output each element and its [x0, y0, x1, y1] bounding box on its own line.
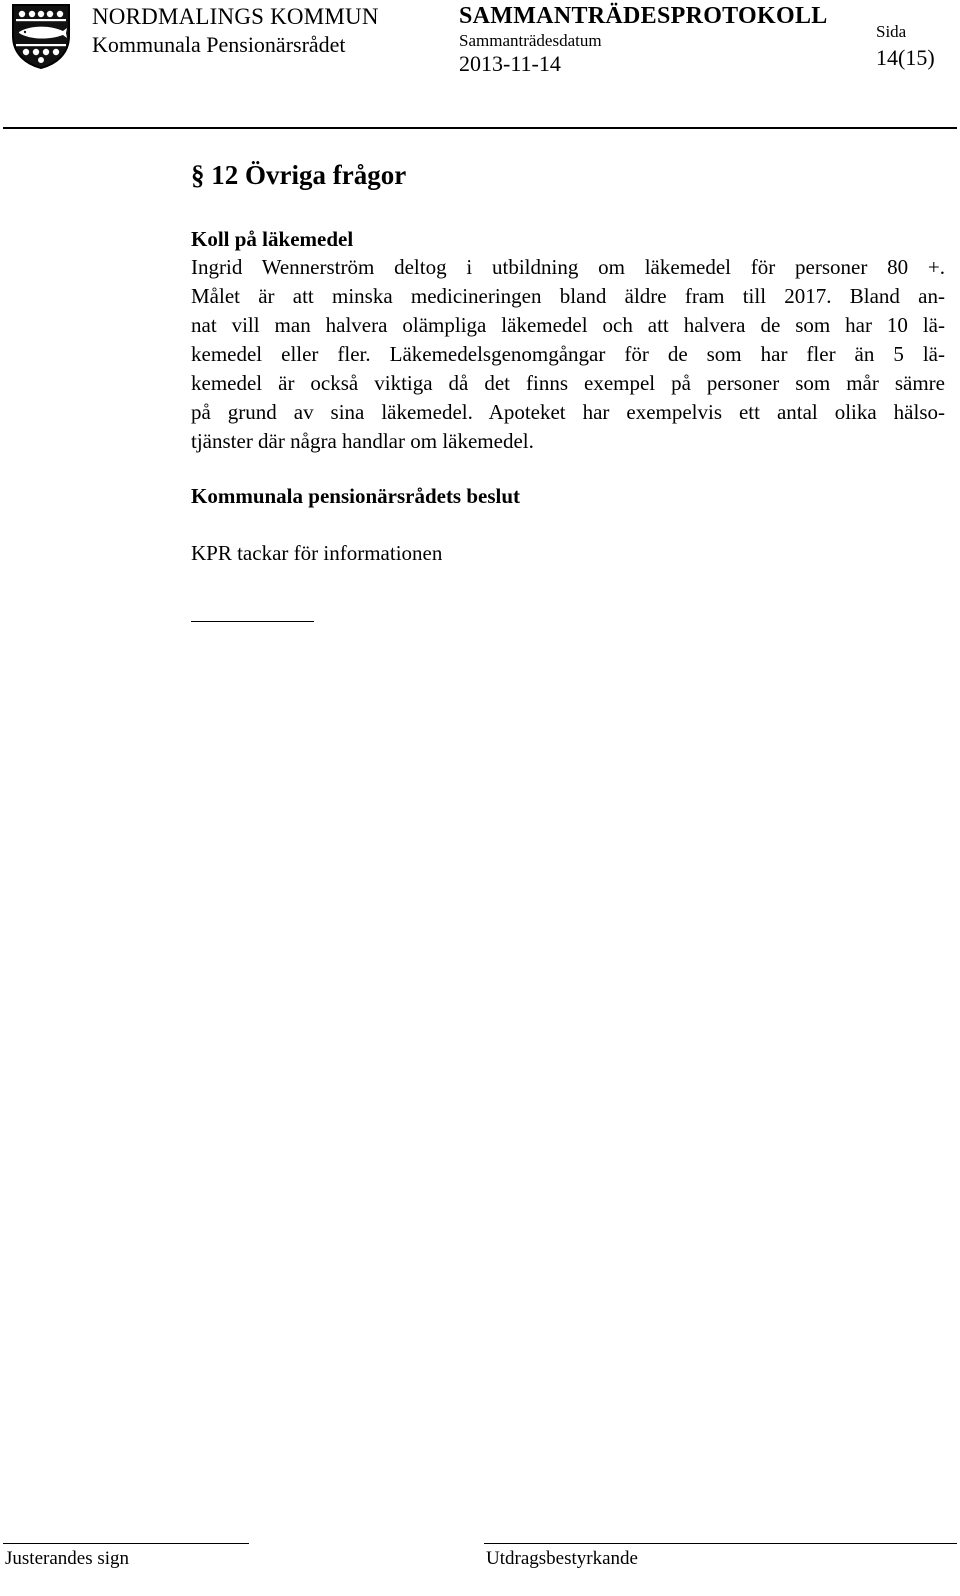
page-label: Sida — [876, 22, 907, 41]
section-end-line — [191, 621, 314, 622]
paragraph-line: Ingrid Wennerström deltog i utbildning om läkemedel för personer 80 +. — [191, 255, 945, 279]
department-name: Kommunala Pensionärsrådet — [92, 32, 346, 57]
document-type: SAMMANTRÄDESPROTOKOLL — [459, 3, 828, 29]
paragraph-line: kemedel eller fler. Läkemedelsgenomgångar för de som har fler än 5 lä- — [191, 342, 945, 366]
paragraph-line: nat vill man halvera olämpliga läkemedel och att halvera de som har 10 lä- — [191, 313, 945, 337]
municipal-coat-of-arms-icon — [10, 2, 72, 70]
extract-certification-label: Utdragsbestyrkande — [486, 1548, 638, 1569]
signature-line-left — [3, 1543, 249, 1544]
paragraph-line: Målet är att minska medicineringen bland äldre fram till 2017. Bland an- — [191, 284, 945, 308]
section-title: § 12 Övriga frågor — [191, 160, 407, 190]
decision-heading: Kommunala pensionärsrådets beslut — [191, 484, 521, 508]
body-paragraph — [191, 253, 945, 456]
decision-text: KPR tackar för informationen — [191, 541, 443, 565]
organization-name: NORDMALINGS KOMMUN — [92, 4, 379, 29]
adjuster-signature-label: Justerandes sign — [5, 1548, 130, 1569]
paragraph-line: på grund av sina läkemedel. Apoteket har exempelvis ett antal olika hälso- — [191, 400, 945, 424]
page-number: 14(15) — [876, 45, 935, 70]
signature-line-right — [484, 1543, 957, 1544]
paragraph-line: tjänster där några handlar om läkemedel. — [191, 429, 534, 453]
meeting-date-value: 2013-11-14 — [459, 51, 561, 76]
item-subheading: Koll på läkemedel — [191, 227, 354, 251]
meeting-date-label: Sammanträdesdatum — [459, 31, 602, 50]
paragraph-line: kemedel är också viktiga då det finns exempel på personer som mår sämre — [191, 371, 945, 395]
header-divider — [3, 127, 957, 129]
